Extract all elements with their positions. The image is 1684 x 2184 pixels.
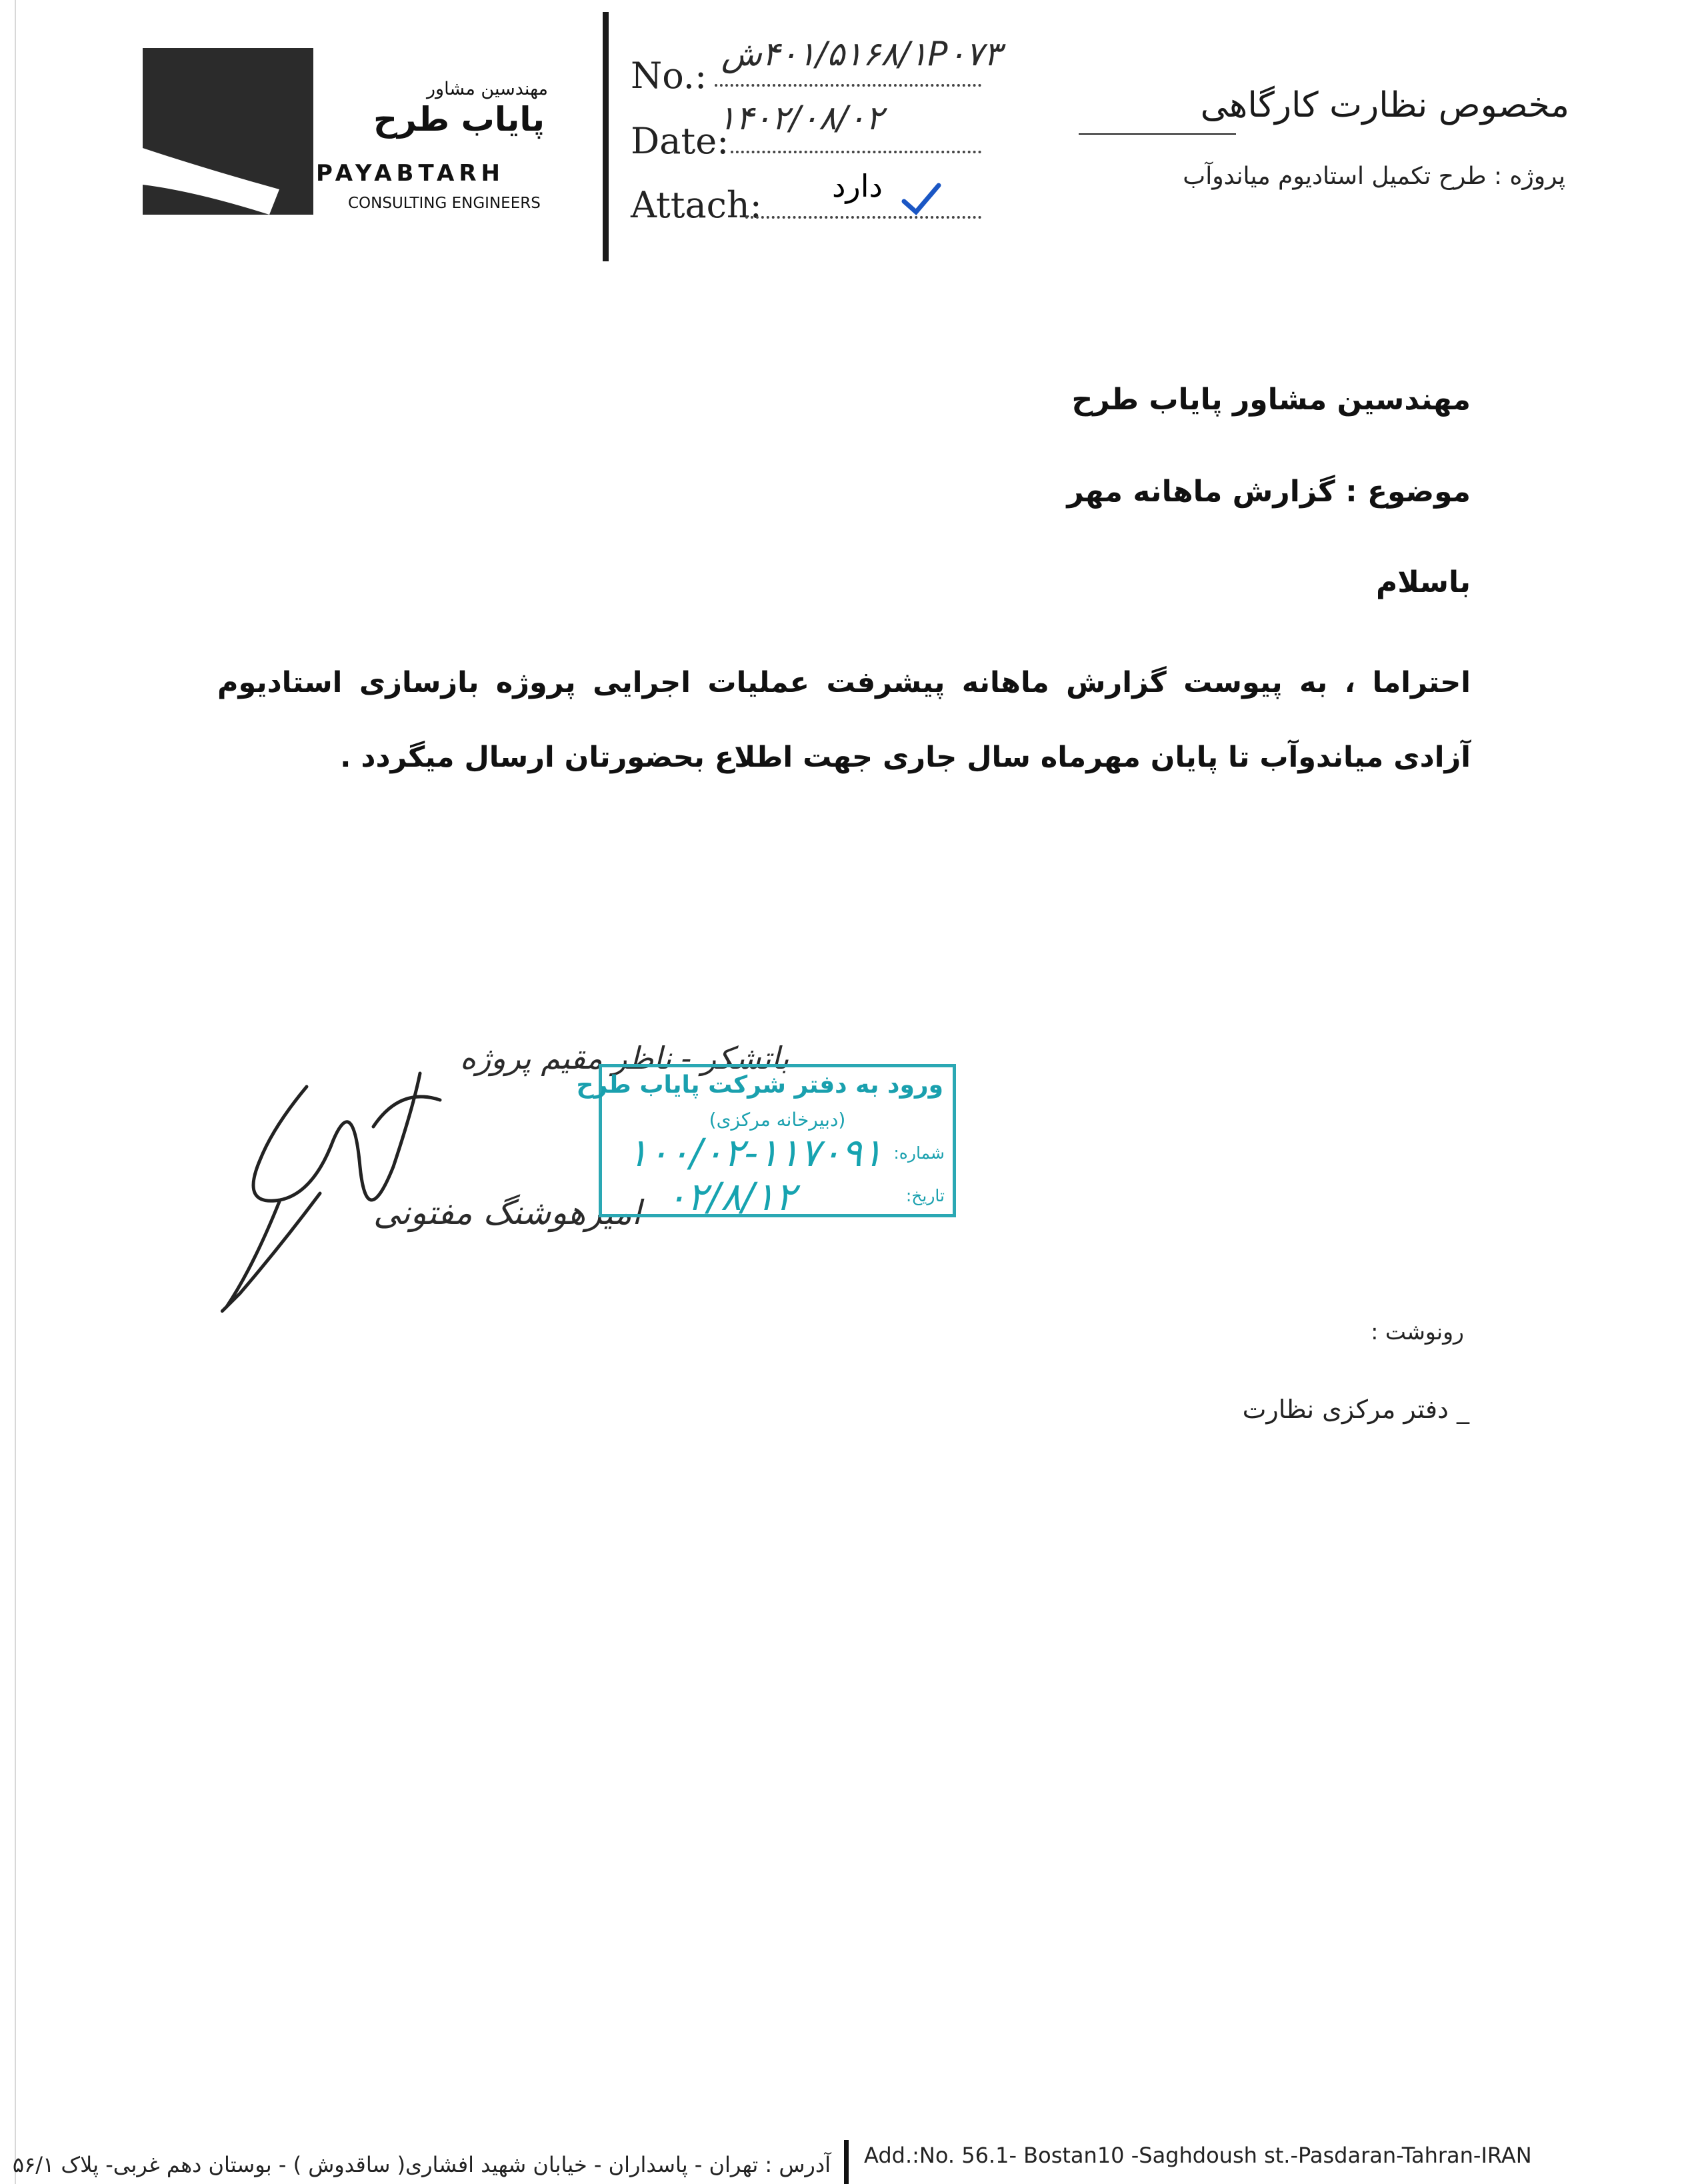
ref-no-label: No.: — [631, 55, 707, 97]
body-paragraph: احتراما ، به پیوست گزارش ماهانه پیشرفت عملیات اجرایی پروژه بازسازی استادیوم آزادی میاندوآب تا پایان مهرماه سال جاری جهت اطلاع بحضورتان ارسال میگردد . — [217, 666, 1471, 774]
received-stamp — [576, 1064, 956, 1219]
signature-caption: باتشکر - ناظر مقیم پروژه — [460, 1040, 789, 1076]
company-logo-mark — [143, 48, 313, 215]
footer-address-fa: آدرس : تهران - پاسداران - خیابان شهید افشاری( ساقدوش ) - بوستان دهم غربی- پلاک ۵۶/۱ — [12, 2152, 831, 2177]
footer-address-en: Add.:No. 56.1- Bostan10 -Saghdoush st.-Pasdaran-Tahran-IRAN — [864, 2143, 1532, 2168]
stamp-number-label: شماره: — [893, 1143, 945, 1163]
cc-label: رونوشت : — [1371, 1319, 1464, 1345]
header-underline — [1079, 133, 1236, 135]
stamp-title: ورود به دفتر شرکت پایاب طرح — [576, 1071, 943, 1099]
stamp-date-value: ۰۲/۸/۱۲ — [666, 1174, 796, 1219]
scan-edge — [15, 0, 16, 2184]
subject-line: موضوع : گزارش ماهانه مهر — [1067, 475, 1471, 509]
cc-item: _ دفتر مرکزی نظارت — [1242, 1395, 1469, 1424]
signature-scribble-icon — [200, 1047, 573, 1327]
logo-name-en: PAYABTARH — [316, 160, 505, 187]
ref-date-value: ۱۴۰۲/۰۸/۰۲ — [717, 99, 884, 137]
stamp-number-value: ۱۰۰/۰۲-۱۱۷۰۹۱ — [627, 1130, 883, 1175]
greeting: باسلام — [1376, 565, 1471, 599]
ref-attach-dots — [745, 216, 981, 219]
logo-subtitle-en: CONSULTING ENGINEERS — [348, 195, 541, 212]
ref-no-dots — [715, 84, 981, 87]
header-project: پروژه : طرح تکمیل استادیوم میاندوآب — [1183, 163, 1565, 190]
logo-swoosh-icon — [143, 48, 313, 215]
ref-no-value: ۴۰۱/۵۱۶۸/۱P۰۷۳ش — [721, 35, 1002, 73]
checkmark-icon — [901, 181, 941, 216]
header-title: مخصوص نظارت کارگاهی — [1200, 85, 1569, 125]
signatory-name: امیرهوشنگ مفتونی — [373, 1193, 641, 1232]
logo-subtitle-fa: مهندسین مشاور — [427, 79, 548, 99]
ref-attach-value: دارد — [832, 168, 883, 204]
logo-name-fa: پایاب طرح — [373, 100, 545, 139]
ref-date-label: Date: — [631, 120, 729, 162]
addressee: مهندسین مشاور پایاب طرح — [1071, 383, 1471, 417]
stamp-subtitle: (دبیرخانه مرکزی) — [709, 1109, 846, 1131]
header-divider — [603, 12, 609, 261]
footer-divider — [844, 2140, 849, 2184]
ref-attach-label: Attach: — [631, 184, 762, 226]
stamp-date-label: تاریخ: — [905, 1186, 945, 1205]
ref-date-dots — [731, 151, 981, 153]
